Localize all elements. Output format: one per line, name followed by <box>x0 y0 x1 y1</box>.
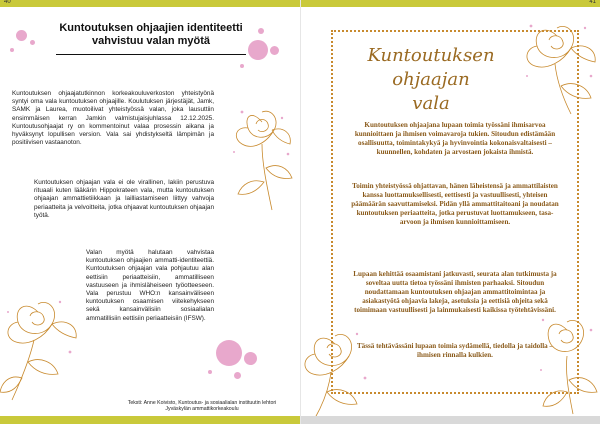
oath-paragraph-3: Lupaan kehittää osaamistani jatkuvasti, seurata alan tutkimusta ja soveltaa uutta tietoa työssäni ihmisten parhaaksi. Sitoudun noudattamaan kuntoutuksen ohjaajan ammattitoimintaa ja asiakastyötä ohjaavia lakeja, asetuksia ja eettisiä ohjeita sekä toimimaan vastuullisesti ja lainmukaisesti kaikissa työtehtävissäni. <box>353 270 557 315</box>
title-underline <box>56 54 246 55</box>
pink-dot <box>244 352 257 365</box>
pink-dot <box>16 30 27 41</box>
pink-dot <box>258 28 264 34</box>
left-page-title: Kuntoutuksen ohjaajien identiteetti vahvistuu valan myötä <box>59 22 243 47</box>
pink-dot <box>10 48 14 52</box>
oath-paragraph-2: Toimin yhteistyössä ohjattavan, hänen läheistensä ja ammattilaisten kanssa luottamuksellisesti, eettisesti ja vastuullisesti, yhteisen päämäärän saavuttamiseksi. Pidän yllä ammattitaitoani ja noudatan kuntoutuksen periaatteita, jotka perustuvat luottamukseen, tasa-arvoon ja ihmisen kunnioittamiseen. <box>351 182 559 227</box>
page-number-right: 41 <box>589 0 596 5</box>
right-page <box>300 0 600 424</box>
oath-paragraph-1: Kuntoutuksen ohjaajana lupaan toimia työssäni ihmisarvoa kunnioittaen ja ihmisen voimavaroja tukien. Sitoudun edistämään osallisuutta, toimintakykyä ja hyvinvointia kokonaisvaltaisesti – kuunnellen, kohdaten ja arvostaen jokaista ihmistä. <box>354 121 556 157</box>
pink-dot <box>270 46 279 55</box>
oath-title: Kuntoutuksen ohjaajan vala <box>367 45 495 114</box>
pink-dot <box>30 40 35 45</box>
oath-nature-paragraph: Kuntoutuksen ohjaajan vala ei ole virallinen, lakiin perustuva rituaali kuten lääkärin Hippokrateen vala, mutta kuntoutuksen ohjaajan ammattietiikkaan ja lailliastamiseen liittyy vahvoja periaatteita ja velvoitteita, jotka ohjaavat kuntoutuksen ohjaajan työtä. <box>34 179 214 219</box>
pink-dot <box>208 370 212 374</box>
rose-illustration <box>0 282 90 402</box>
pink-dot <box>234 372 241 379</box>
pink-dot <box>216 340 242 366</box>
oath-paragraph-4: Tässä tehtävässäni lupaan toimia sydämellä, tiedolla ja taidolla – ihmisen rinnalla kulkien. <box>356 342 554 360</box>
rose-illustration <box>301 318 381 418</box>
oath-purpose-paragraph: Valan myötä halutaan vahvistaa kuntoutuksen ohjaajien ammatti-identiteettiä. Kuntoutuksen ohjaajan vala pohjautuu alan eettisiin periaatteisiin, ammatilliseen vastuuseen ja ihmisläheiseen työotteeseen. Vala perustuu WHO:n kansainväliseen kuntoutuksen osaamisen viitekehykseen sekä kansainvälisiin sosiaalialan ammatillisiin eettisiin periaatteisiin (IFSW). <box>86 249 214 322</box>
bottom-accent-band <box>0 416 300 424</box>
intro-paragraph: Kuntoutuksen ohjaajatutkinnon korkeakouluverkoston yhteistyönä syntyi oma vala kuntoutuksen ohjaajille. Koulutuksen järjestäjät, Jamk, SAMK ja Laurea, muotoilivat yhteistyössä valan, joka lausuttiin ensimmäisen kerran Jamkin valmistujaisjuhlassa 12.12.2025. Kuntoutusohjaajat ry on kommentoinut valaa prosessin aikana ja hyväksynyt lopullisen version. Vala sai yhdistykseltä lämpimän ja positiivisen vastaanoton. <box>12 90 214 147</box>
pink-dot <box>240 64 244 68</box>
article-credit: Teksti: Anne Koivisto, Kuntoutus- ja sosiaalialan instituutin lehtori Jyväskylän ammattikorkeakoulu <box>127 400 277 413</box>
top-accent-band <box>0 0 300 7</box>
rose-illustration <box>222 82 300 212</box>
bottom-accent-band <box>301 416 600 424</box>
page-number-left: 40 <box>4 0 11 5</box>
rose-illustration <box>533 300 600 416</box>
pink-dot <box>248 40 268 60</box>
